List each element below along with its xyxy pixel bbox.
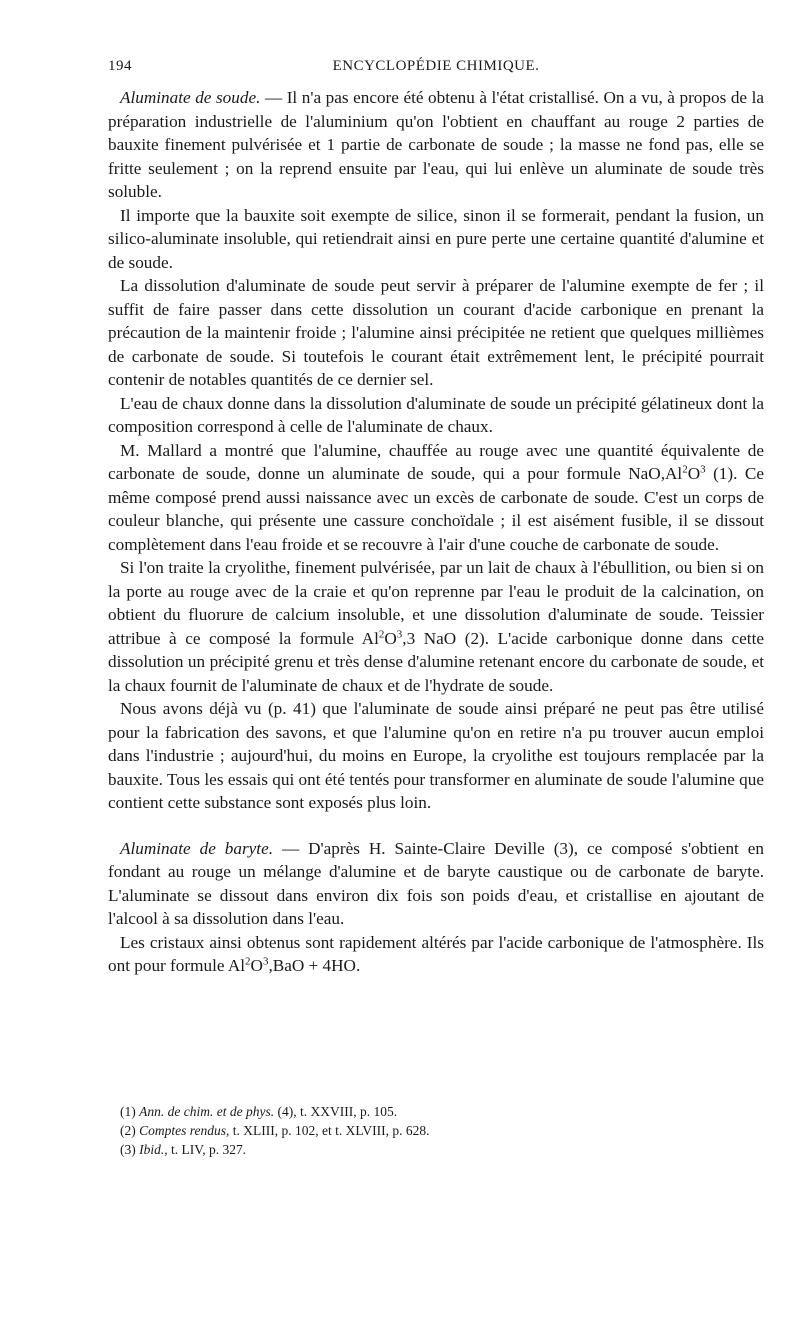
footnotes [108,1102,764,1159]
footnote-number: (1) [120,1104,140,1119]
formula-superscript: 2 [378,627,385,640]
formula-superscript: 3 [700,463,706,476]
paragraph-text: Les cristaux ainsi obtenus sont rapidement altérés par l'acide carbonique de l'atmosphère. Ils ont pour formule Al [108,932,764,975]
formula-superscript: 3 [396,627,403,640]
paragraph-text: M. Mallard a montré que l'alumine, chauffée au rouge avec une quantité équivalente de carbonate de soude, donne un aluminate de soude, qui a pour formule NaO,Al [108,440,764,483]
formula-superscript: 2 [245,955,251,968]
footnote-1 [108,1102,764,1121]
paragraph-text: O [687,464,701,483]
paragraph: Nous avons déjà vu (p. 41) que l'aluminate de soude ainsi préparé ne peut pas être utilisé pour la fabrication des savons, et que l'alumine qu'on en retire n'a pu trouver aucun emploi dans l'industrie ; aujourd'hui, du moins en Europe, la cryolithe est toujours remplacée par la bauxite. Tous les essais qui ont été tentés pour transformer en aluminate de soude l'alumine que contient cette substance sont exposés plus loin. [108,699,764,812]
paragraph-cristaux [108,931,764,978]
section-heading: Aluminate de baryte. [120,838,273,858]
paragraph: Il importe que la bauxite soit exempte de silice, sinon il se formerait, pendant la fusion, un silico-aluminate insoluble, qui retiendrait ainsi en pure perte une certaine quantité d'alumine et de soude. [108,205,764,272]
paragraph-text: — D'après H. Sainte-Claire Deville (3), ce composé s'obtient en fondant au rouge un mélange d'alumine et de baryte caustique ou de carbonate de baryte. L'aluminate se dissout dans environ dix fois son poids d'eau, et cristallise en ajoutant de l'alcool à sa dissolution dans l'eau. [108,838,764,928]
footnote-3 [108,1140,764,1159]
footnote-2 [108,1121,764,1140]
footnote-number: (3) [120,1142,140,1157]
footnote-source: Comptes rendus, [139,1123,230,1138]
paragraph: La dissolution d'aluminate de soude peut servir à préparer de l'alumine exempte de fer ; il suffit de faire passer dans cette dissolution un courant d'acide carbonique en prenant la précaution de la maintenir froide ; l'alumine ainsi précipitée ne retient que quelques millièmes de carbonate de soude. Si toutefois le courant était extrêmement lent, le précipité pourrait contenir de notables quantités de ce dernier sel. [108,276,764,389]
page-number: 194 [108,58,132,74]
paragraph-text: Si l'on traite la cryolithe, finement pulvérisée, par un lait de chaux à l'ébullition, ou bien si on la porte au rouge avec de la craie et qu'on reprenne par l'eau le produit de la calcination, on obtient du fluorure de calcium insoluble, et une dissolution d'aluminate de soude. Teissier attribue à ce composé la formule Al [108,558,764,648]
running-header [108,58,764,80]
footnote-reference: (4), t. XXVIII, p. 105. [274,1104,398,1119]
footnote-reference: t. XLIII, p. 102, et t. XLVIII, p. 628. [229,1123,430,1138]
paragraph-text: ,3 NaO (2). L'acide carbonique donne dans cette dissolution un précipité grenu et très dense d'alumine retenant encore du carbonate de soude, et la chaux fournit de l'aluminate de chaux et de l'hydrate de soude. [108,628,764,695]
paragraph-aluminate-baryte [108,837,764,931]
paragraph-text: ,BaO + 4HO. [268,956,361,975]
body-text [108,86,764,978]
paragraph: L'eau de chaux donne dans la dissolution d'aluminate de soude un précipité gélatineux dont la composition correspond à celle de l'aluminate de chaux. [108,393,764,436]
paragraph-text: (1). Ce même composé prend aussi naissance avec un excès de carbonate de soude. C'est un corps de couleur blanche, qui présente une cassure conchoïdale ; il est aisément fusible, il se dissout complètement dans l'eau froide et se recouvre à l'air d'une couche de carbonate de soude. [108,464,764,554]
paragraph-text: O [384,628,397,648]
paragraph-text: — Il n'a pas encore été obtenu à l'état cristallisé. On a vu, à propos de la préparation industrielle de l'aluminium qu'on l'obtient en chauffant au rouge 2 parties de bauxite finement pulvérisée et 1 partie de carbonate de soude ; la masse ne fond pas, elle se fritte seulement ; on la reprend ensuite par l'eau, qui lui enlève un aluminate de soude très soluble. [108,88,765,201]
running-title: ENCYCLOPÉDIE CHIMIQUE. [332,58,540,74]
paragraph-aluminate-soude [108,86,764,204]
formula-superscript: 3 [262,955,269,968]
footnote-source: Ann. de chim. et de phys. [139,1104,275,1119]
paragraph-text: O [250,956,263,975]
paragraph-mallard [108,439,764,557]
footnote-number: (2) [120,1123,140,1138]
section-heading: Aluminate de soude. [120,88,261,107]
formula-superscript: 2 [682,463,688,476]
footnote-source: Ibid., [139,1142,168,1157]
footnote-reference: t. LIV, p. 327. [167,1142,247,1157]
paragraph-cryolithe [108,556,764,697]
